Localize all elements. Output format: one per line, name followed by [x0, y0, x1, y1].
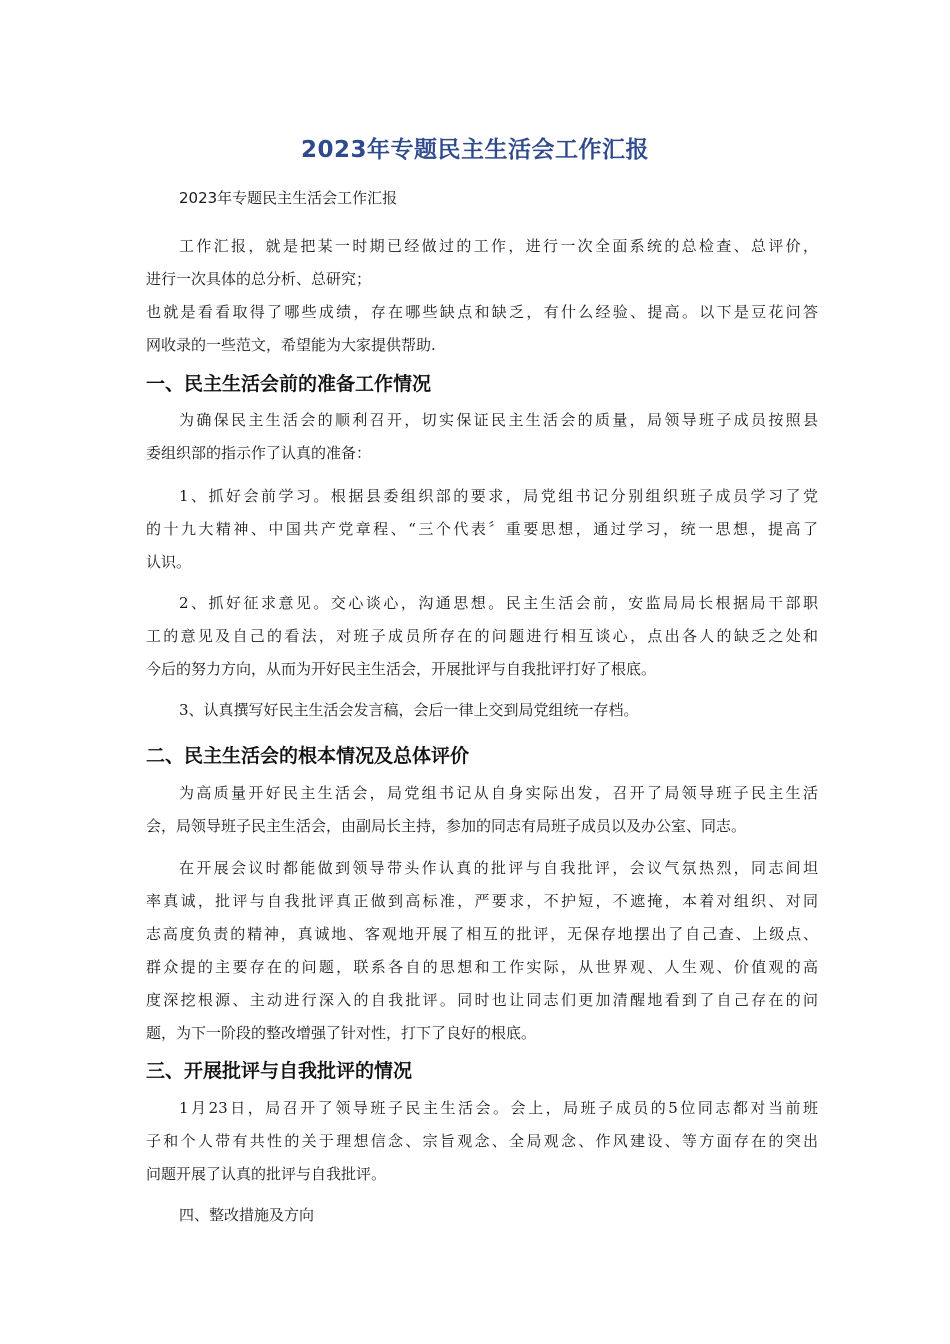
document-subtitle: 2023年专题民主生活会工作汇报: [179, 189, 398, 207]
paragraph-line: 志高度负责的精神，真诚地、客观地开展了相互的批评，无保存地摆出了自己查、上级点、: [146, 925, 818, 943]
intro-paragraph: [146, 230, 818, 362]
paragraph-line: 工的意见及自己的看法，对班子成员所存在的问题进行相互谈心，点出各人的缺乏之处和: [146, 627, 818, 645]
paragraph-line: 1月23日，局召开了领导班子民主生活会。会上，局班子成员的5位同志都对当前班: [179, 1099, 818, 1117]
paragraph-line: 子和个人带有共性的关于理想信念、宗旨观念、全局观念、作风建设、等方面存在的突出: [146, 1132, 818, 1150]
section-heading-1: 一、民主生活会前的准备工作情况: [146, 373, 432, 395]
section-heading-3: 三、开展批评与自我批评的情况: [146, 1060, 413, 1082]
paragraph-line: 的十九大精神、中国共产党章程、“三个代表〞重要思想，通过学习，统一思想，提高了: [146, 520, 818, 538]
paragraph-line: 度深挖根源、主动进行深入的自我批评。同时也让同志们更加清醒地看到了自己存在的问: [146, 991, 818, 1009]
section-heading-2: 二、民主生活会的根本情况及总体评价: [146, 745, 470, 767]
paragraph-line: 为确保民主生活会的顺利召开，切实保证民主生活会的质量，局领导班子成员按照县: [179, 411, 818, 429]
paragraph-line: 工作汇报，就是把某一时期已经做过的工作，进行一次全面系统的总检查、总评价，: [179, 237, 818, 255]
paragraph-line: 今后的努力方向，从而为开好民主生活会，开展批评与自我批评打好了根底。: [146, 660, 657, 678]
paragraph-line: 题，为下一阶段的整改增强了针对性，打下了良好的根底。: [146, 1024, 537, 1042]
paragraph-line: 会，局领导班子民主生活会，由副局长主持，参加的同志有局班子成员以及办公室、同志。: [146, 817, 747, 835]
document-title: 2023年专题民主生活会工作汇报: [300, 137, 649, 163]
paragraph-line: 群众提的主要存在的问题，联系各自的思想和工作实际，从世界观、人生观、价值观的高: [146, 958, 818, 976]
paragraph-line: 进行一次具体的总分析、总研究；: [146, 270, 372, 288]
paragraph-line: 在开展会议时都能做到领导带头作认真的批评与自我批评，会议气氛热烈，同志间坦: [179, 859, 818, 877]
paragraph-line: 3、认真撰写好民主生活会发言稿，会后一律上交到局党组统一存档。: [179, 701, 639, 719]
paragraph-line: 网收录的一些范文，希望能为大家提供帮助.: [146, 336, 436, 354]
paragraph-line: 1、抓好会前学习。根据县委组织部的要求，局党组书记分别组织班子成员学习了党: [179, 487, 818, 505]
section2-paragraph-1: [146, 777, 818, 843]
paragraph-line: 委组织部的指示作了认真的准备：: [146, 444, 372, 462]
paragraph-line: 2、抓好征求意见。交心谈心，沟通思想。民主生活会前，安监局局长根据局干部职: [179, 594, 818, 612]
paragraph-line: 认识。: [146, 553, 192, 571]
section4-paragraph: [146, 1199, 818, 1232]
paragraph-line: 四、整改措施及方向: [179, 1206, 315, 1224]
section1-paragraph-4: [146, 694, 818, 727]
section1-paragraph-1: [146, 404, 818, 470]
section2-paragraph-2: [146, 852, 818, 1050]
paragraph-line: 为高质量开好民主生活会，局党组书记从自身实际出发，召开了局领导班子民主生活: [179, 784, 818, 802]
section1-paragraph-3: [146, 587, 818, 686]
paragraph-line: 问题开展了认真的批评与自我批评。: [146, 1165, 387, 1183]
section1-paragraph-2: [146, 480, 818, 579]
paragraph-line: 也就是看看取得了哪些成绩，存在哪些缺点和缺乏，有什么经验、提高。以下是豆花问答: [146, 303, 818, 321]
section3-paragraph-1: [146, 1092, 818, 1191]
paragraph-line: 率真诚，批评与自我批评真正做到高标准，严要求，不护短，不遮掩，本着对组织、对同: [146, 892, 818, 910]
